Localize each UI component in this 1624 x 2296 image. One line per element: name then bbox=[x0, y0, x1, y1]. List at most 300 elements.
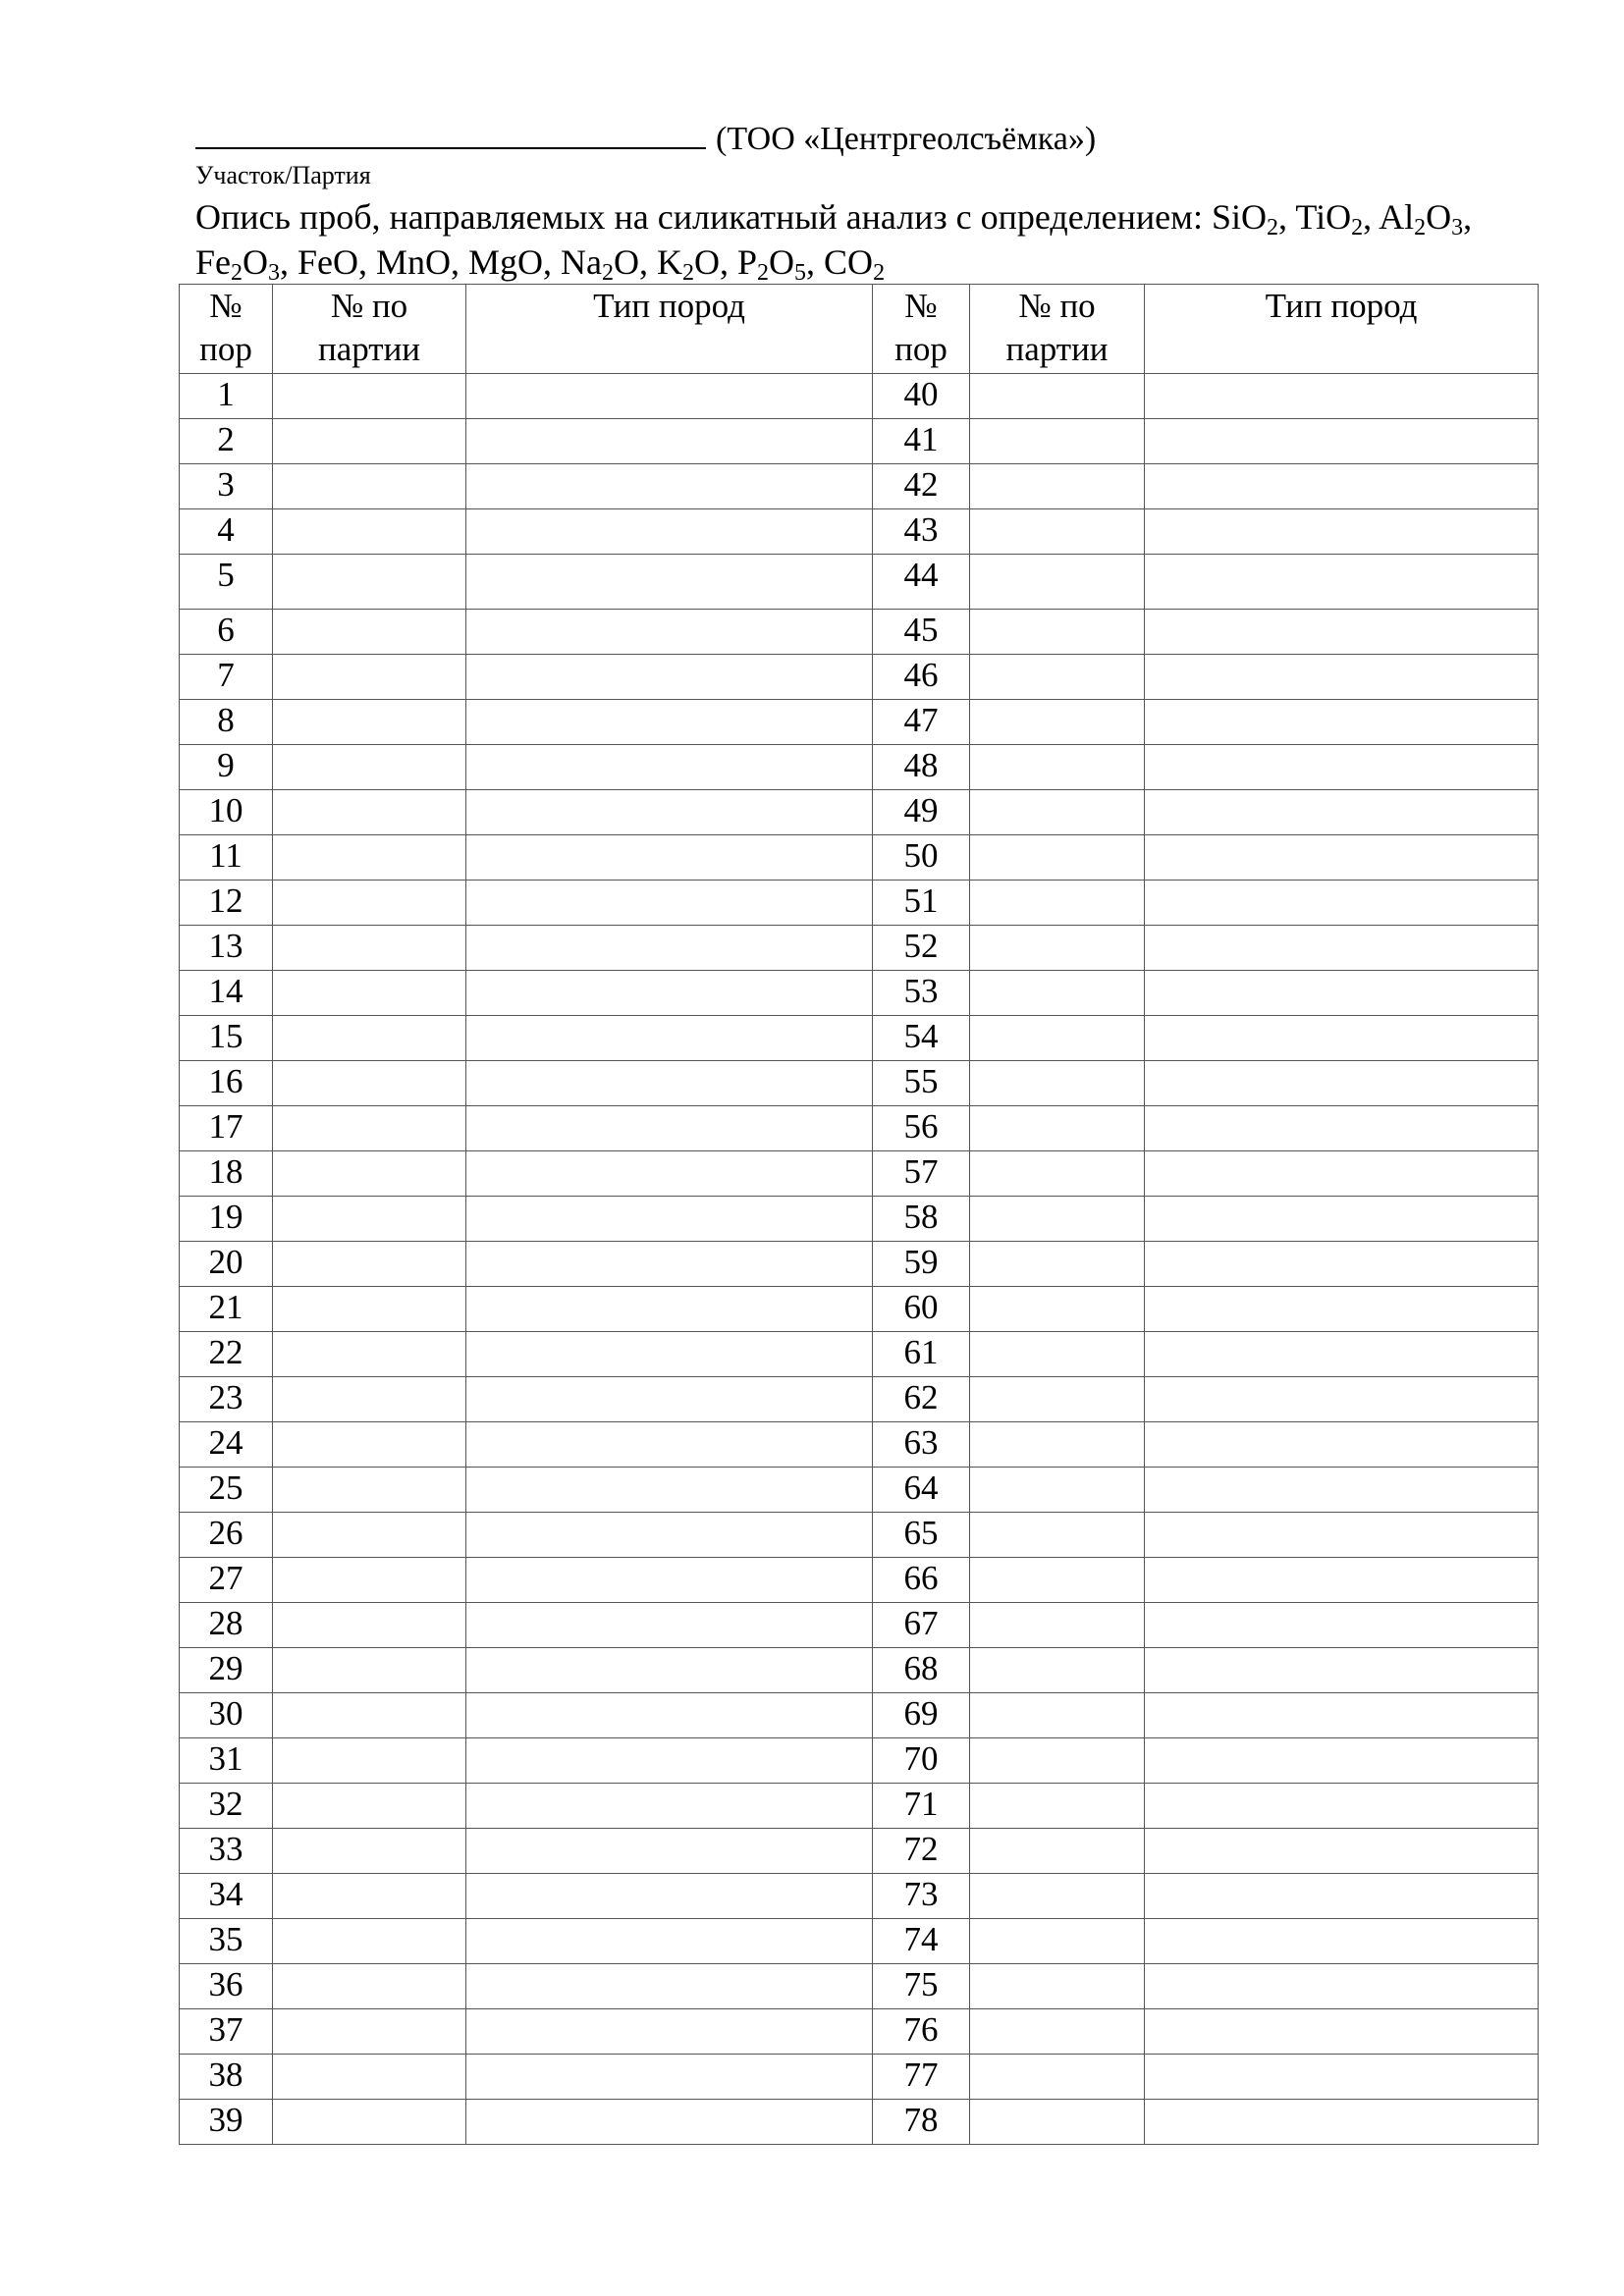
batch-number-cell[interactable] bbox=[273, 1287, 466, 1332]
batch-number-cell[interactable] bbox=[970, 1422, 1145, 1468]
order-number-cell: 15 bbox=[180, 1016, 273, 1061]
batch-number-cell[interactable] bbox=[970, 610, 1145, 655]
order-number-cell: 59 bbox=[873, 1242, 970, 1287]
batch-number-cell[interactable] bbox=[273, 1061, 466, 1106]
rock-type-cell[interactable] bbox=[466, 1874, 873, 1919]
rock-type-cell[interactable] bbox=[466, 745, 873, 790]
batch-number-cell[interactable] bbox=[273, 1738, 466, 1784]
rock-type-cell[interactable] bbox=[1145, 1919, 1539, 1964]
rock-type-cell[interactable] bbox=[466, 1558, 873, 1603]
oxide-formula: SiO$_2$ bbox=[1211, 197, 1278, 240]
table-row bbox=[180, 1377, 1539, 1422]
order-number-cell: 58 bbox=[873, 1197, 970, 1242]
rock-type-cell[interactable] bbox=[1145, 1287, 1539, 1332]
batch-number-cell[interactable] bbox=[970, 374, 1145, 419]
batch-number-cell[interactable] bbox=[970, 464, 1145, 509]
batch-number-cell[interactable] bbox=[970, 1558, 1145, 1603]
rock-type-cell[interactable] bbox=[466, 555, 873, 610]
rock-type-cell[interactable] bbox=[466, 1242, 873, 1287]
rock-type-cell[interactable] bbox=[1145, 509, 1539, 555]
batch-number-cell[interactable] bbox=[970, 1603, 1145, 1648]
organization-name: (ТОО «Центргеолсъёмка») bbox=[716, 121, 1097, 157]
rock-type-cell[interactable] bbox=[1145, 1784, 1539, 1829]
order-number-cell: 37 bbox=[180, 2009, 273, 2055]
table-row bbox=[180, 790, 1539, 835]
header-order-no: № пор bbox=[180, 285, 273, 374]
table-row bbox=[180, 1874, 1539, 1919]
section-label: Участок/Партия bbox=[195, 161, 371, 189]
batch-number-cell[interactable] bbox=[970, 971, 1145, 1016]
batch-number-cell[interactable] bbox=[970, 1829, 1145, 1874]
oxide-formula: $CO_2$ bbox=[824, 242, 886, 286]
table-body bbox=[180, 374, 1539, 2145]
order-number-cell: 64 bbox=[873, 1468, 970, 1513]
oxide-formula: FeO bbox=[298, 242, 358, 282]
order-number-cell: 51 bbox=[873, 881, 970, 926]
section-blank-field[interactable] bbox=[195, 116, 706, 149]
rock-type-cell[interactable] bbox=[1145, 2100, 1539, 2145]
batch-number-cell[interactable] bbox=[273, 1513, 466, 1558]
batch-number-cell[interactable] bbox=[970, 1648, 1145, 1693]
order-number-cell: 5 bbox=[180, 555, 273, 610]
order-number-cell: 47 bbox=[873, 700, 970, 745]
organization-line bbox=[195, 116, 1096, 159]
batch-number-cell[interactable] bbox=[273, 1197, 466, 1242]
batch-number-cell[interactable] bbox=[970, 2055, 1145, 2100]
rock-type-cell[interactable] bbox=[466, 1829, 873, 1874]
oxide-formula: MgO bbox=[468, 242, 544, 282]
batch-number-cell[interactable] bbox=[273, 1784, 466, 1829]
table-row bbox=[180, 1468, 1539, 1513]
rock-type-cell[interactable] bbox=[1145, 1558, 1539, 1603]
table-row bbox=[180, 1151, 1539, 1197]
rock-type-cell[interactable] bbox=[1145, 1648, 1539, 1693]
batch-number-cell[interactable] bbox=[273, 655, 466, 700]
order-number-cell: 35 bbox=[180, 1919, 273, 1964]
document-title bbox=[195, 194, 1531, 285]
rock-type-cell[interactable] bbox=[466, 1197, 873, 1242]
batch-number-cell[interactable] bbox=[970, 1784, 1145, 1829]
order-number-cell: 32 bbox=[180, 1784, 273, 1829]
batch-number-cell[interactable] bbox=[970, 2100, 1145, 2145]
table-row bbox=[180, 1964, 1539, 2009]
rock-type-cell[interactable] bbox=[466, 1106, 873, 1151]
rock-type-cell[interactable] bbox=[1145, 464, 1539, 509]
rock-type-cell[interactable] bbox=[1145, 374, 1539, 419]
batch-number-cell[interactable] bbox=[273, 700, 466, 745]
order-number-cell: 24 bbox=[180, 1422, 273, 1468]
rock-type-cell[interactable] bbox=[1145, 1964, 1539, 2009]
batch-number-cell[interactable] bbox=[273, 1874, 466, 1919]
order-number-cell: 66 bbox=[873, 1558, 970, 1603]
batch-number-cell[interactable] bbox=[970, 1242, 1145, 1287]
header-batch-no: № по партии bbox=[970, 285, 1145, 374]
table-row bbox=[180, 2009, 1539, 2055]
order-number-cell: 20 bbox=[180, 1242, 273, 1287]
table-row bbox=[180, 971, 1539, 1016]
rock-type-cell[interactable] bbox=[1145, 971, 1539, 1016]
table-row bbox=[180, 1287, 1539, 1332]
order-number-cell: 16 bbox=[180, 1061, 273, 1106]
order-number-cell: 78 bbox=[873, 2100, 970, 2145]
rock-type-cell[interactable] bbox=[1145, 1197, 1539, 1242]
oxide-list: SiO$_2$, TiO$_2$, $Al_2O_3$, $Fe_2O_3$, FeO, MnO, MgO, $Na_2O$, $K_2O$, $P_2O_5$, $CO_2$ bbox=[195, 197, 1473, 286]
batch-number-cell[interactable] bbox=[273, 1242, 466, 1287]
order-number-cell: 67 bbox=[873, 1603, 970, 1648]
rock-type-cell[interactable] bbox=[1145, 1106, 1539, 1151]
rock-type-cell[interactable] bbox=[466, 1151, 873, 1197]
order-number-cell: 7 bbox=[180, 655, 273, 700]
order-number-cell: 46 bbox=[873, 655, 970, 700]
batch-number-cell[interactable] bbox=[273, 790, 466, 835]
table-row bbox=[180, 835, 1539, 881]
rock-type-cell[interactable] bbox=[466, 1422, 873, 1468]
order-number-cell: 41 bbox=[873, 419, 970, 464]
table-row bbox=[180, 1242, 1539, 1287]
rock-type-cell[interactable] bbox=[1145, 419, 1539, 464]
rock-type-cell[interactable] bbox=[1145, 555, 1539, 610]
rock-type-cell[interactable] bbox=[466, 1513, 873, 1558]
order-number-cell: 33 bbox=[180, 1829, 273, 1874]
table-row bbox=[180, 655, 1539, 700]
rock-type-cell[interactable] bbox=[1145, 926, 1539, 971]
order-number-cell: 54 bbox=[873, 1016, 970, 1061]
order-number-cell: 8 bbox=[180, 700, 273, 745]
table-row bbox=[180, 881, 1539, 926]
order-number-cell: 23 bbox=[180, 1377, 273, 1422]
rock-type-cell[interactable] bbox=[466, 1693, 873, 1738]
batch-number-cell[interactable] bbox=[970, 1151, 1145, 1197]
batch-number-cell[interactable] bbox=[970, 1738, 1145, 1784]
table-row bbox=[180, 374, 1539, 419]
batch-number-cell[interactable] bbox=[273, 610, 466, 655]
order-number-cell: 40 bbox=[873, 374, 970, 419]
batch-number-cell[interactable] bbox=[273, 1648, 466, 1693]
rock-type-cell[interactable] bbox=[466, 464, 873, 509]
rock-type-cell[interactable] bbox=[466, 835, 873, 881]
table-row bbox=[180, 1558, 1539, 1603]
table-row bbox=[180, 1061, 1539, 1106]
order-number-cell: 74 bbox=[873, 1919, 970, 1964]
header-rock-type: Тип пород bbox=[466, 285, 873, 374]
oxide-formula: $Na_2O$ bbox=[561, 242, 640, 286]
rock-type-cell[interactable] bbox=[466, 2100, 873, 2145]
table-row bbox=[180, 419, 1539, 464]
batch-number-cell[interactable] bbox=[970, 1197, 1145, 1242]
order-number-cell: 29 bbox=[180, 1648, 273, 1693]
rock-type-cell[interactable] bbox=[466, 2055, 873, 2100]
order-number-cell: 2 bbox=[180, 419, 273, 464]
table-row bbox=[180, 1919, 1539, 1964]
table-row bbox=[180, 1784, 1539, 1829]
batch-number-cell[interactable] bbox=[273, 374, 466, 419]
rock-type-cell[interactable] bbox=[466, 971, 873, 1016]
rock-type-cell[interactable] bbox=[1145, 1332, 1539, 1377]
batch-number-cell[interactable] bbox=[273, 1919, 466, 1964]
rock-type-cell[interactable] bbox=[466, 1332, 873, 1377]
order-number-cell: 76 bbox=[873, 2009, 970, 2055]
oxide-formula: $Fe_2O_3$ bbox=[195, 242, 280, 286]
header-batch-no: № по партии bbox=[273, 285, 466, 374]
rock-type-cell[interactable] bbox=[1145, 745, 1539, 790]
batch-number-cell[interactable] bbox=[273, 1468, 466, 1513]
rock-type-cell[interactable] bbox=[466, 655, 873, 700]
rock-type-cell[interactable] bbox=[1145, 655, 1539, 700]
rock-type-cell[interactable] bbox=[1145, 790, 1539, 835]
batch-number-cell[interactable] bbox=[273, 1603, 466, 1648]
batch-number-cell[interactable] bbox=[273, 1377, 466, 1422]
batch-number-cell[interactable] bbox=[273, 419, 466, 464]
batch-number-cell[interactable] bbox=[970, 1287, 1145, 1332]
title-lead: Опись проб, направляемых на силикатный анализ с определением: bbox=[195, 197, 1203, 237]
rock-type-cell[interactable] bbox=[466, 1061, 873, 1106]
order-number-cell: 3 bbox=[180, 464, 273, 509]
rock-type-cell[interactable] bbox=[466, 374, 873, 419]
batch-number-cell[interactable] bbox=[273, 1422, 466, 1468]
order-number-cell: 28 bbox=[180, 1603, 273, 1648]
rock-type-cell[interactable] bbox=[1145, 1061, 1539, 1106]
table-row bbox=[180, 1106, 1539, 1151]
batch-number-cell[interactable] bbox=[970, 1919, 1145, 1964]
order-number-cell: 22 bbox=[180, 1332, 273, 1377]
batch-number-cell[interactable] bbox=[970, 509, 1145, 555]
order-number-cell: 21 bbox=[180, 1287, 273, 1332]
order-number-cell: 31 bbox=[180, 1738, 273, 1784]
order-number-cell: 42 bbox=[873, 464, 970, 509]
order-number-cell: 30 bbox=[180, 1693, 273, 1738]
order-number-cell: 62 bbox=[873, 1377, 970, 1422]
order-number-cell: 57 bbox=[873, 1151, 970, 1197]
header-rock-type: Тип пород bbox=[1145, 285, 1539, 374]
order-number-cell: 72 bbox=[873, 1829, 970, 1874]
order-number-cell: 63 bbox=[873, 1422, 970, 1468]
batch-number-cell[interactable] bbox=[273, 1151, 466, 1197]
order-number-cell: 1 bbox=[180, 374, 273, 419]
table-row bbox=[180, 1738, 1539, 1784]
batch-number-cell[interactable] bbox=[970, 1016, 1145, 1061]
batch-number-cell[interactable] bbox=[970, 2009, 1145, 2055]
table-row bbox=[180, 926, 1539, 971]
batch-number-cell[interactable] bbox=[273, 2055, 466, 2100]
table-row bbox=[180, 509, 1539, 555]
rock-type-cell[interactable] bbox=[1145, 1874, 1539, 1919]
rock-type-cell[interactable] bbox=[1145, 881, 1539, 926]
rock-type-cell[interactable] bbox=[1145, 1513, 1539, 1558]
table-row bbox=[180, 700, 1539, 745]
batch-number-cell[interactable] bbox=[273, 1829, 466, 1874]
order-number-cell: 13 bbox=[180, 926, 273, 971]
rock-type-cell[interactable] bbox=[466, 509, 873, 555]
rock-type-cell[interactable] bbox=[466, 926, 873, 971]
table-row bbox=[180, 1603, 1539, 1648]
table-row bbox=[180, 1016, 1539, 1061]
batch-number-cell[interactable] bbox=[273, 509, 466, 555]
order-number-cell: 4 bbox=[180, 509, 273, 555]
rock-type-cell[interactable] bbox=[1145, 1693, 1539, 1738]
order-number-cell: 9 bbox=[180, 745, 273, 790]
rock-type-cell[interactable] bbox=[1145, 1151, 1539, 1197]
order-number-cell: 65 bbox=[873, 1513, 970, 1558]
oxide-formula: TiO$_2$ bbox=[1295, 197, 1364, 240]
order-number-cell: 52 bbox=[873, 926, 970, 971]
table-row bbox=[180, 555, 1539, 610]
batch-number-cell[interactable] bbox=[273, 1106, 466, 1151]
batch-number-cell[interactable] bbox=[273, 1964, 466, 2009]
batch-number-cell[interactable] bbox=[273, 745, 466, 790]
order-number-cell: 69 bbox=[873, 1693, 970, 1738]
order-number-cell: 68 bbox=[873, 1648, 970, 1693]
batch-number-cell[interactable] bbox=[970, 419, 1145, 464]
batch-number-cell[interactable] bbox=[273, 464, 466, 509]
batch-number-cell[interactable] bbox=[970, 1874, 1145, 1919]
rock-type-cell[interactable] bbox=[1145, 1829, 1539, 1874]
order-number-cell: 73 bbox=[873, 1874, 970, 1919]
table-row bbox=[180, 1513, 1539, 1558]
rock-type-cell[interactable] bbox=[466, 1964, 873, 2009]
batch-number-cell[interactable] bbox=[273, 1332, 466, 1377]
batch-number-cell[interactable] bbox=[970, 1332, 1145, 1377]
order-number-cell: 53 bbox=[873, 971, 970, 1016]
rock-type-cell[interactable] bbox=[1145, 1468, 1539, 1513]
rock-type-cell[interactable] bbox=[1145, 1377, 1539, 1422]
batch-number-cell[interactable] bbox=[970, 881, 1145, 926]
batch-number-cell[interactable] bbox=[273, 1558, 466, 1603]
order-number-cell: 14 bbox=[180, 971, 273, 1016]
rock-type-cell[interactable] bbox=[466, 1377, 873, 1422]
batch-number-cell[interactable] bbox=[273, 2100, 466, 2145]
order-number-cell: 44 bbox=[873, 555, 970, 610]
order-number-cell: 77 bbox=[873, 2055, 970, 2100]
order-number-cell: 55 bbox=[873, 1061, 970, 1106]
batch-number-cell[interactable] bbox=[970, 1513, 1145, 1558]
batch-number-cell[interactable] bbox=[273, 2009, 466, 2055]
batch-number-cell[interactable] bbox=[970, 1106, 1145, 1151]
order-number-cell: 48 bbox=[873, 745, 970, 790]
table-row bbox=[180, 1648, 1539, 1693]
batch-number-cell[interactable] bbox=[970, 700, 1145, 745]
order-number-cell: 43 bbox=[873, 509, 970, 555]
rock-type-cell[interactable] bbox=[1145, 1738, 1539, 1784]
batch-number-cell[interactable] bbox=[970, 835, 1145, 881]
order-number-cell: 25 bbox=[180, 1468, 273, 1513]
rock-type-cell[interactable] bbox=[466, 1468, 873, 1513]
header-order-no: № пор bbox=[873, 285, 970, 374]
table-row bbox=[180, 745, 1539, 790]
rock-type-cell[interactable] bbox=[1145, 835, 1539, 881]
rock-type-cell[interactable] bbox=[1145, 2055, 1539, 2100]
order-number-cell: 38 bbox=[180, 2055, 273, 2100]
table-header-row bbox=[180, 285, 1539, 374]
rock-type-cell[interactable] bbox=[1145, 1242, 1539, 1287]
batch-number-cell[interactable] bbox=[970, 1468, 1145, 1513]
batch-number-cell[interactable] bbox=[273, 1693, 466, 1738]
table-row bbox=[180, 610, 1539, 655]
table-row bbox=[180, 1197, 1539, 1242]
order-number-cell: 75 bbox=[873, 1964, 970, 2009]
order-number-cell: 18 bbox=[180, 1151, 273, 1197]
table-row bbox=[180, 1332, 1539, 1377]
order-number-cell: 39 bbox=[180, 2100, 273, 2145]
batch-number-cell[interactable] bbox=[970, 745, 1145, 790]
rock-type-cell[interactable] bbox=[1145, 1603, 1539, 1648]
table-row bbox=[180, 464, 1539, 509]
batch-number-cell[interactable] bbox=[970, 790, 1145, 835]
table-row bbox=[180, 2055, 1539, 2100]
rock-type-cell[interactable] bbox=[1145, 700, 1539, 745]
order-number-cell: 56 bbox=[873, 1106, 970, 1151]
rock-type-cell[interactable] bbox=[466, 1919, 873, 1964]
order-number-cell: 27 bbox=[180, 1558, 273, 1603]
oxide-formula: MnO bbox=[376, 242, 452, 282]
rock-type-cell[interactable] bbox=[466, 1738, 873, 1784]
rock-type-cell[interactable] bbox=[1145, 2009, 1539, 2055]
batch-number-cell[interactable] bbox=[970, 1964, 1145, 2009]
batch-number-cell[interactable] bbox=[970, 1377, 1145, 1422]
oxide-formula: $P_2O_5$ bbox=[737, 242, 807, 286]
order-number-cell: 11 bbox=[180, 835, 273, 881]
order-number-cell: 61 bbox=[873, 1332, 970, 1377]
rock-type-cell[interactable] bbox=[466, 1287, 873, 1332]
order-number-cell: 34 bbox=[180, 1874, 273, 1919]
batch-number-cell[interactable] bbox=[970, 1693, 1145, 1738]
table-row bbox=[180, 1829, 1539, 1874]
batch-number-cell[interactable] bbox=[273, 1016, 466, 1061]
batch-number-cell[interactable] bbox=[273, 881, 466, 926]
sample-table bbox=[179, 284, 1539, 2145]
order-number-cell: 45 bbox=[873, 610, 970, 655]
batch-number-cell[interactable] bbox=[273, 926, 466, 971]
batch-number-cell[interactable] bbox=[970, 926, 1145, 971]
rock-type-cell[interactable] bbox=[466, 881, 873, 926]
rock-type-cell[interactable] bbox=[466, 700, 873, 745]
order-number-cell: 17 bbox=[180, 1106, 273, 1151]
batch-number-cell[interactable] bbox=[273, 835, 466, 881]
batch-number-cell[interactable] bbox=[970, 655, 1145, 700]
rock-type-cell[interactable] bbox=[1145, 1016, 1539, 1061]
rock-type-cell[interactable] bbox=[466, 1016, 873, 1061]
order-number-cell: 10 bbox=[180, 790, 273, 835]
table-row bbox=[180, 1693, 1539, 1738]
rock-type-cell[interactable] bbox=[466, 1784, 873, 1829]
rock-type-cell[interactable] bbox=[466, 419, 873, 464]
order-number-cell: 50 bbox=[873, 835, 970, 881]
batch-number-cell[interactable] bbox=[273, 555, 466, 610]
rock-type-cell[interactable] bbox=[466, 1648, 873, 1693]
order-number-cell: 12 bbox=[180, 881, 273, 926]
rock-type-cell[interactable] bbox=[466, 2009, 873, 2055]
table-row bbox=[180, 1422, 1539, 1468]
order-number-cell: 19 bbox=[180, 1197, 273, 1242]
order-number-cell: 49 bbox=[873, 790, 970, 835]
oxide-formula: $K_2O$ bbox=[657, 242, 721, 286]
order-number-cell: 36 bbox=[180, 1964, 273, 2009]
rock-type-cell[interactable] bbox=[466, 1603, 873, 1648]
rock-type-cell[interactable] bbox=[466, 790, 873, 835]
order-number-cell: 26 bbox=[180, 1513, 273, 1558]
rock-type-cell[interactable] bbox=[1145, 610, 1539, 655]
table-row bbox=[180, 2100, 1539, 2145]
oxide-formula: $Al_2O_3$ bbox=[1379, 197, 1464, 240]
batch-number-cell[interactable] bbox=[273, 971, 466, 1016]
batch-number-cell[interactable] bbox=[970, 555, 1145, 610]
order-number-cell: 71 bbox=[873, 1784, 970, 1829]
rock-type-cell[interactable] bbox=[1145, 1422, 1539, 1468]
batch-number-cell[interactable] bbox=[970, 1061, 1145, 1106]
order-number-cell: 60 bbox=[873, 1287, 970, 1332]
order-number-cell: 6 bbox=[180, 610, 273, 655]
order-number-cell: 70 bbox=[873, 1738, 970, 1784]
rock-type-cell[interactable] bbox=[466, 610, 873, 655]
